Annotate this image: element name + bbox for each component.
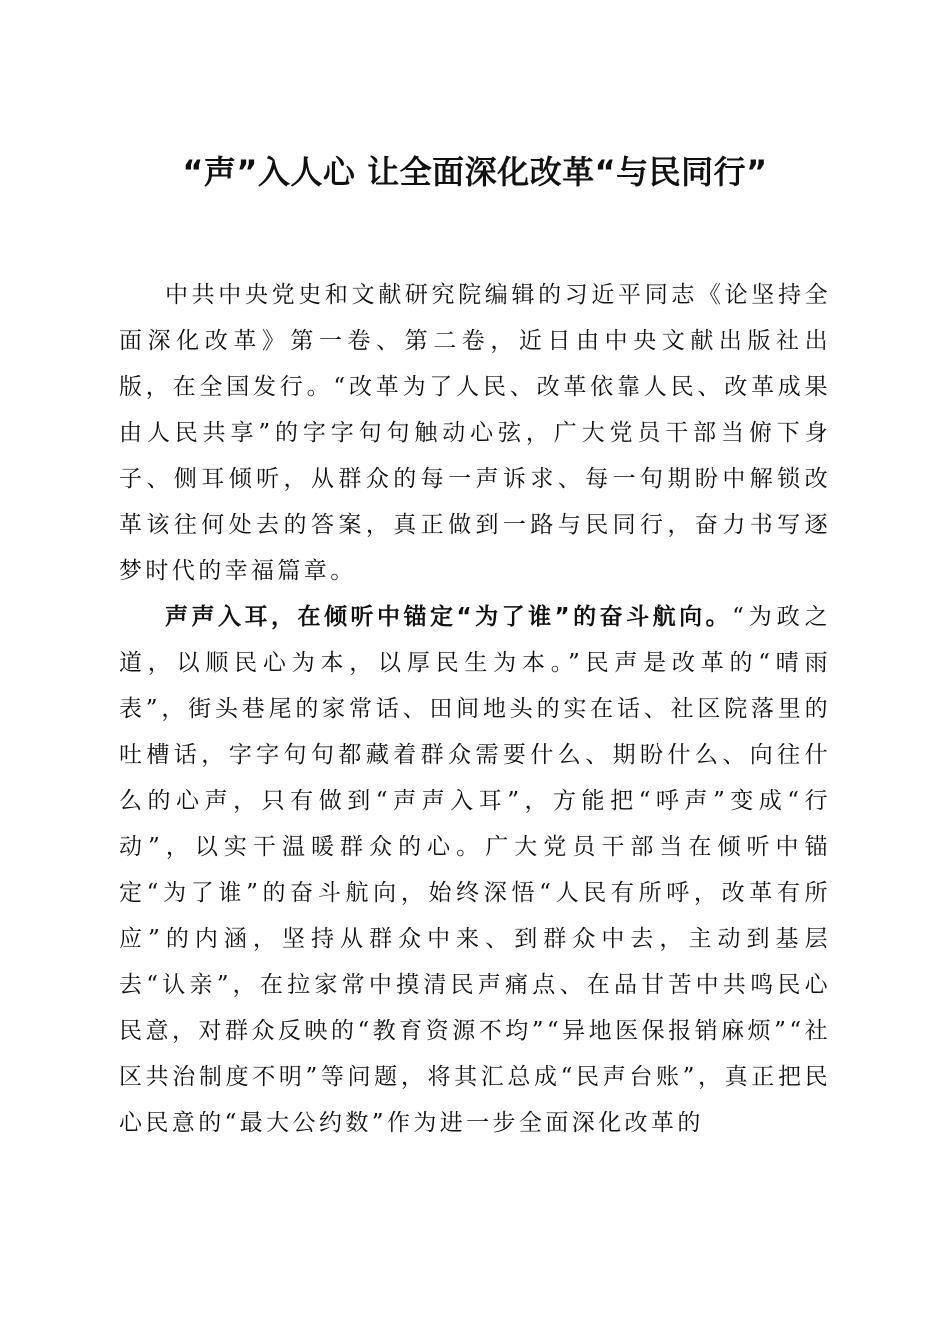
paragraph-listening [119,594,831,1146]
article-body [119,272,831,1146]
paragraph-listening-text: “为政之道，以顺民心为本，以厚民生为本。”民声是改革的“晴雨表”，街头巷尾的家常话、田间地头的实在话、社区院落里的吐槽话，字字句句都藏着群众需要什么、期盼什么、向往什么的心声，只有做到“声声入耳”，方能把“呼声”变成“行动”，以实干温暖群众的心。广大党员干部当在倾听中锚定“为了谁”的奋斗航向，始终深悟“人民有所呼，改革有所应”的内涵，坚持从群众中来、到群众中去，主动到基层去“认亲”，在拉家常中摸清民声痛点、在品甘苦中共鸣民心民意，对群众反映的“教育资源不均”“异地医保报销麻烦”“社区共治制度不明”等问题，将其汇总成“民声台账”，真正把民心民意的“最大公约数”作为进一步全面深化改革的 [119,604,832,1136]
paragraph-intro-text: 中共中央党史和文献研究院编辑的习近平同志《论坚持全面深化改革》第一卷、第二卷，近日由中央文献出版社出版，在全国发行。“改革为了人民、改革依靠人民、改革成果由人民共享”的字字句句触动心弦，广大党员干部当俯下身子、侧耳倾听，从群众的每一声诉求、每一句期盼中解锁改革该往何处去的答案，真正做到一路与民同行，奋力书写逐梦时代的幸福篇章。 [119,282,831,584]
paragraph-intro [119,272,831,594]
article-title: “声”入人心 让全面深化改革“与民同行” [182,153,768,191]
paragraph-listening-lead: 声声入耳，在倾听中锚定“为了谁”的奋斗航向。 [165,604,733,630]
